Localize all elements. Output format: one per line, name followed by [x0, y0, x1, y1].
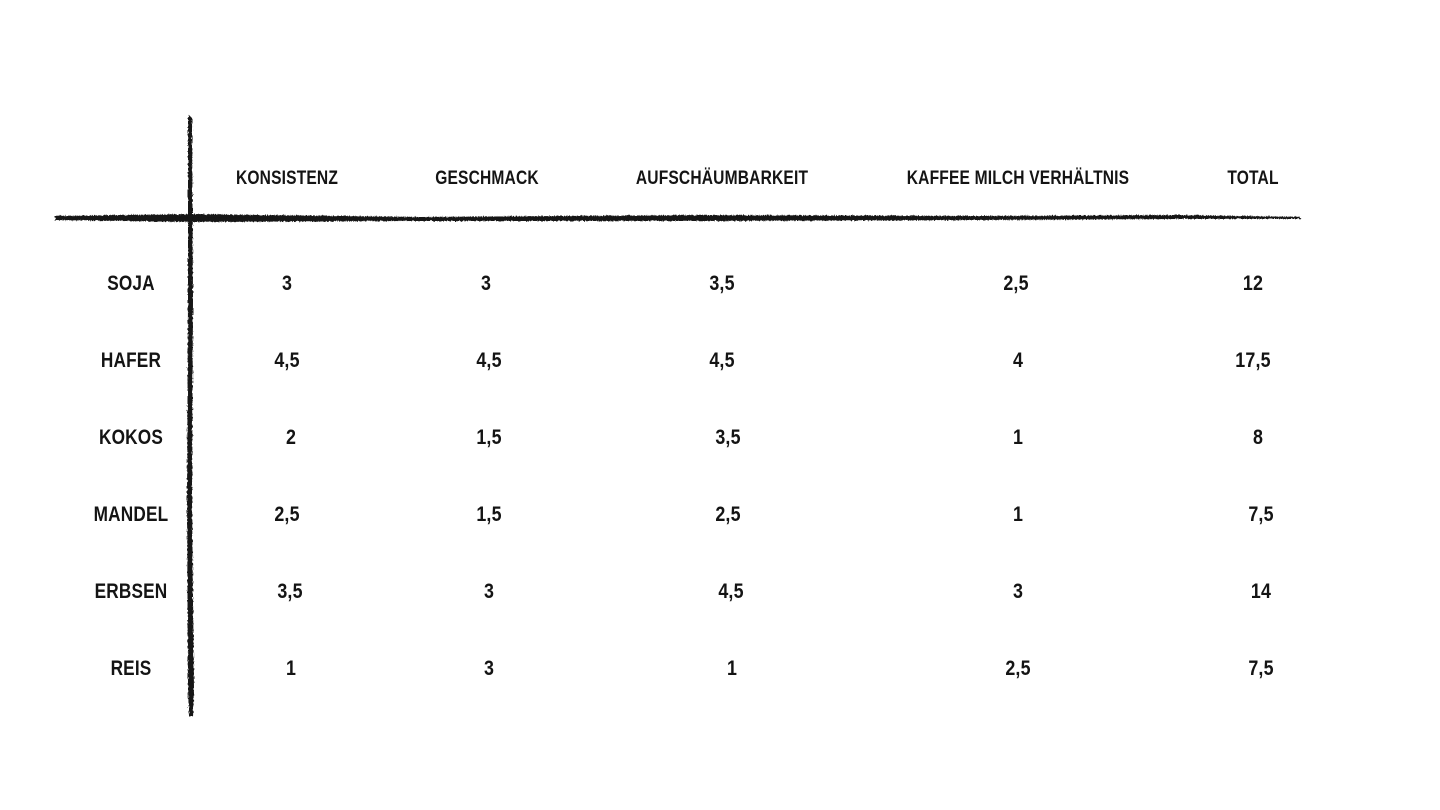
column-header: KONSISTENZ — [235, 168, 339, 189]
score-cell: 1 — [1012, 503, 1024, 526]
score-cell: 3,5 — [277, 580, 303, 603]
row-label-divider-line — [187, 115, 194, 716]
score-cell: 1,5 — [476, 503, 502, 526]
score-cell: 3 — [281, 272, 293, 295]
score-cell: 2,5 — [1003, 272, 1029, 295]
score-cell: 3 — [483, 580, 495, 603]
column-header: AUFSCHÄUMBARKEIT — [635, 168, 809, 189]
total-cell: 14 — [1250, 580, 1272, 603]
row-label: KOKOS — [99, 426, 163, 449]
score-cell: 1 — [726, 657, 738, 680]
row-label: REIS — [110, 657, 152, 680]
score-cell: 3,5 — [715, 426, 741, 449]
score-cell: 3 — [483, 657, 495, 680]
score-cell: 1 — [1012, 426, 1024, 449]
score-cell: 4,5 — [718, 580, 744, 603]
column-header: KAFFEE MILCH VERHÄLTNIS — [906, 168, 1130, 189]
score-cell: 3 — [480, 272, 492, 295]
row-label: MANDEL — [93, 503, 169, 526]
score-cell: 2,5 — [1005, 657, 1031, 680]
score-cell: 4 — [1012, 349, 1024, 372]
score-cell: 3,5 — [709, 272, 735, 295]
row-label: SOJA — [107, 272, 155, 295]
score-cell: 2,5 — [274, 503, 300, 526]
score-cell: 1,5 — [476, 426, 502, 449]
score-cell: 4,5 — [476, 349, 502, 372]
column-header: GESCHMACK — [435, 168, 539, 189]
total-cell: 8 — [1252, 426, 1264, 449]
score-cell: 4,5 — [709, 349, 735, 372]
total-cell: 12 — [1242, 272, 1264, 295]
row-label: HAFER — [100, 349, 162, 372]
score-cell: 3 — [1012, 580, 1024, 603]
score-cell: 2,5 — [715, 503, 741, 526]
score-cell: 1 — [285, 657, 297, 680]
total-cell: 7,5 — [1248, 657, 1274, 680]
row-label: ERBSEN — [94, 580, 168, 603]
total-cell: 7,5 — [1248, 503, 1274, 526]
column-header: TOTAL — [1227, 168, 1279, 189]
score-cell: 4,5 — [274, 349, 300, 372]
score-cell: 2 — [285, 426, 297, 449]
total-cell: 17,5 — [1235, 349, 1271, 372]
